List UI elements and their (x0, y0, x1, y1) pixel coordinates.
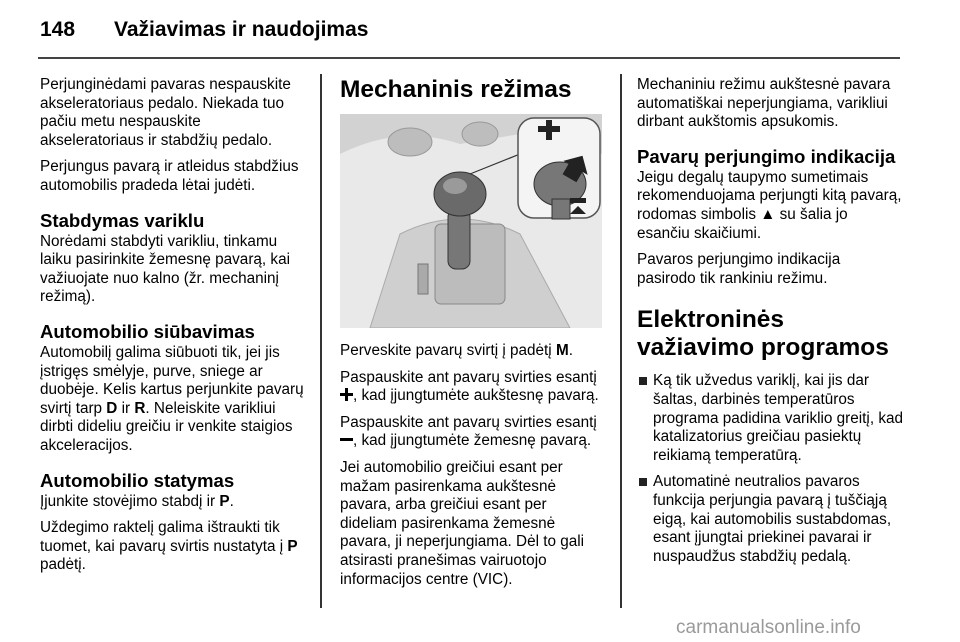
watermark: carmanualsonline.info (676, 617, 861, 638)
bullet-list (637, 372, 903, 566)
plus-icon (340, 388, 353, 401)
paragraph: Perveskite pavarų svirtį į padėtį M. (340, 342, 573, 359)
paragraph: Jeigu degalų taupymo sumetimais rekomenduojama perjungti kitą pavarą, rodomas simbolis ▲ su šalia jo esančiu skaičiumi. (637, 168, 902, 242)
header-rule (38, 57, 900, 59)
paragraph: Pavaros perjungimo indikacija pasirodo tik rankiniu režimu. (637, 251, 841, 287)
paragraph: Perjunginėdami pavaras nespauskite akseleratoriaus pedalo. Niekada tuo pačiu metu nespauskite akseleratoriaus ir stabdžių pedalo. (40, 76, 291, 149)
paragraph: Norėdami stabdyti varikliu, tinkamu laiku pasirinkite žemesnę pavarą, kai važiuojate nuo kalno (žr. mechaninį režimą). (40, 232, 290, 306)
paragraph: Mechaniniu režimu aukštesnė pavara automatiškai neperjungiama, varikliui dirbant aukštomis apsukomis. (637, 76, 891, 131)
column-3 (637, 76, 903, 574)
column-divider-2 (620, 74, 622, 608)
paragraph: Automobilį galima siūbuoti tik, jei jis įstrigęs smėlyje, purve, sniege ar duobėje. Kelis kartus perjunkite pavarų svirtį tarp D ir R. Neleiskite varikliui dirbti dideliu greičiu ir venkite staigios akceleracijos. (40, 343, 304, 454)
minus-icon (340, 433, 353, 446)
column-2 (340, 76, 606, 597)
paragraph: Jei automobilio greičiui esant per mažam pasirenkama aukštesnė pavara, arba greičiui esant per dideliam pasirenkama žemesnė pavara, ji neperjungiama. Dėl to gali atsirasti pranešimas vairuotojo informacijos centre (VIC). (340, 458, 585, 588)
column-1 (40, 76, 308, 583)
paragraph: Įjunkite stovėjimo stabdį ir P. (40, 492, 234, 510)
heading-shift-indicator: Pavarų perjungimo indikacija (637, 145, 896, 167)
heading-manual-mode: Mechaninis režimas (340, 76, 572, 103)
triangle-up-icon: ▲ (760, 205, 776, 223)
heading-rocking: Automobilio siūbavimas (40, 320, 255, 342)
list-item: Ką tik užvedus variklį, kai jis dar šaltas, darbinės temperatūros programa padidina variklio greitį, kad katalizatorius greičiau pasiektų reikiamą temperatūrą. (637, 372, 903, 465)
chapter-title: Važiavimas ir naudojimas (114, 18, 369, 41)
paragraph: Perjungus pavarą ir atleidus stabdžius automobilis pradeda lėtai judėti. (40, 158, 299, 194)
heading-engine-braking: Stabdymas variklu (40, 209, 205, 231)
gear-lever-illustration (340, 114, 602, 328)
paragraph: Paspauskite ant pavarų svirties esantį , kad įjungtumėte aukštesnę pavarą. (340, 368, 599, 405)
column-divider-1 (320, 74, 322, 608)
page-number: 148 (40, 18, 76, 41)
gear-lever-drawing (340, 114, 602, 328)
page-header (40, 18, 920, 52)
list-item: Automatinė neutralios pavaros funkcija perjungia pavarą į tuščiąją eigą, kai automobilis sustabdomas, esant įjungtai priekinei pavarai ir nuspaudžus stabdžių pedalą. (637, 473, 903, 566)
heading-electronic-programs: Elektroninės važiavimo programos (637, 306, 889, 362)
heading-parking: Automobilio statymas (40, 469, 235, 491)
paragraph: Uždegimo raktelį galima ištraukti tik tuomet, kai pavarų svirtis nustatyta į P padėtį. (40, 519, 298, 574)
paragraph: Paspauskite ant pavarų svirties esantį , kad įjungtumėte žemesnę pavarą. (340, 413, 597, 450)
